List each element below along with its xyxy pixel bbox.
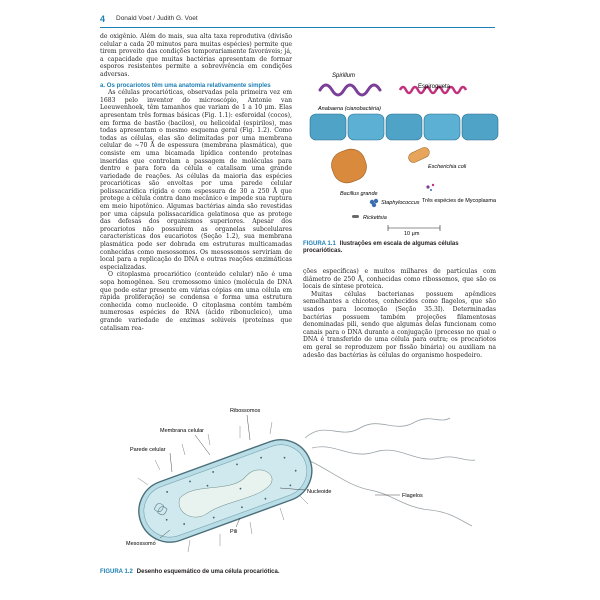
label-bacillus: Bacillus grande: [340, 191, 378, 197]
label-rickettsia: Rickettsia: [363, 215, 387, 221]
label-pili: Pili: [230, 529, 238, 535]
paragraph: ções específicas) e muitos milhares de partículas com diâmetro de 250 Å, conhecidas como ribossomos, que são os locais de síntese proteica.: [303, 268, 496, 291]
paragraph: Muitas células bacterianas possuem apêndices semelhantes a chicotes, conhecidos como flagelos, que são usados para locomoção (Seção 35.3I). Determinadas bactérias possuem também projeções filamentosas denominadas pili, sendo que algumas delas funcionam como canais para o DNA durante a conjugação (processo no qual o DNA é transferido de uma célula para outra; os procariotos em geral se reproduzem por fissão binária) ou auxiliam na adesão das bactérias às células do organismo hospedeiro.: [303, 290, 496, 359]
label-espiroqueta: Espiroqueta: [418, 84, 451, 90]
anabaena-chain: [310, 114, 498, 140]
label-ecoli: Escherichia coli: [428, 164, 467, 170]
spirillum-shape: [320, 85, 380, 95]
label-anabaena: Anabaena (cianobactéria): [318, 106, 381, 112]
caption-label: FIGURA 1.1: [303, 241, 336, 247]
caption-text: Desenho esquemático de uma célula procariótica.: [136, 569, 280, 575]
right-column: [303, 268, 496, 359]
figure-1-2-caption: [100, 569, 390, 576]
staphylococcus-shape: [370, 199, 378, 207]
left-column: [100, 33, 292, 332]
paragraph: O citoplasma procariótico (conteúdo celular) não é uma sopa homogênea. Seu cromossomo único (molécula de DNA que pode estar presente em várias cópias em uma célula em rápida proliferação) se condensa e forma uma estrutura conhecida como nucleoide. O citoplasma contém também numerosas espécies de RNA (ácido ribonucleico), uma grande variedade de enzimas solúveis (proteínas que catalisam rea-: [100, 271, 292, 332]
label-flagelos: Flagelos: [402, 493, 423, 499]
caption-label: FIGURA 1.2: [100, 569, 133, 575]
figure-1-1-caption: [303, 241, 496, 256]
figure-1-2: [100, 400, 500, 565]
page-number: 4: [100, 14, 106, 24]
scale-label: 10 μm: [404, 231, 420, 237]
label-membrana: Membrana celular: [160, 428, 205, 434]
paragraph: de oxigênio. Além do mais, sua alta taxa reprodutiva (divisão celular a cada 20 minutos para muitas espécies) permite que tirem proveito das condições temporariamente favoráveis; já, a capacidade que muitas bactérias apresentam de formar esporos resistentes permite a sobrevivência em condições adversas.: [100, 33, 292, 78]
label-nucleoide: Nucleoide: [307, 489, 332, 495]
header-authors: Donald Voet / Judith G. Voet: [116, 15, 198, 22]
bacillus-shape: [328, 145, 371, 187]
label-parede: Parede celular: [130, 447, 166, 453]
label-spirillum: Spirillum: [332, 73, 356, 79]
label-mycoplasma: Três espécies de Mycoplasma: [422, 198, 497, 204]
header-rule: [100, 27, 495, 28]
section-heading: a. Os procariotos têm uma anatomia relativamente simples: [100, 81, 271, 89]
ecoli-shape: [407, 146, 431, 164]
rickettsia-shape: [352, 215, 359, 218]
figure-1-1: [300, 50, 500, 240]
flagella: [305, 418, 475, 526]
mycoplasma-shapes: [426, 184, 434, 191]
label-ribossomos: Ribossomos: [230, 408, 261, 414]
paragraph: As células procarióticas, observadas pela primeira vez em 1683 pelo inventor do microscópio, Antonie van Leeuwenhoek, têm tamanhos que variam de 1 a 10 μm. Elas apresentam três formas básicas (Fig. 1.1): esferoidal (cocos), em forma de bastão (bacilos), ou helicoidal (espirilos), mas todas apresentam o mesmo esquema geral (Fig. 1.2). Como todas as células, elas são delimitadas por uma membrana celular de ~70 Å de espessura (membrana plasmática), que consiste em uma bicamada lipídica contendo proteínas inseridas que controlam a passagem de moléculas para dentro e para fora da célula e catalisam uma grande variedade de reações. As células da maioria das espécies procarióticas são envoltas por uma parede celular polissacarídica rígida e com espessura de 30 a 250 Å que protege a célula contra dano mecânico e impede sua ruptura em meio hipotônico. Algumas bactérias ainda são revestidas por uma cápsula polissacarídica gelatinosa que as protege das defesas dos organismos superiores. Apesar dos procariotos não possuírem as organelas subcelulares características dos eucariotos (Seção 1.2), sua membrana plasmática pode ser dobrada em estruturas multicamadas conhecidas como mesossomos. Os mesossomos serviriam de local para a replicação do DNA e outras reações enzimáticas especializadas.: [100, 89, 292, 271]
label-staphylococcus: Staphylococcus: [381, 200, 420, 206]
caption-text: Ilustrações em escala de algumas células procarióticas.: [303, 241, 459, 255]
label-mesossomo: Mesossomo: [126, 541, 156, 547]
page-header: [100, 14, 495, 30]
